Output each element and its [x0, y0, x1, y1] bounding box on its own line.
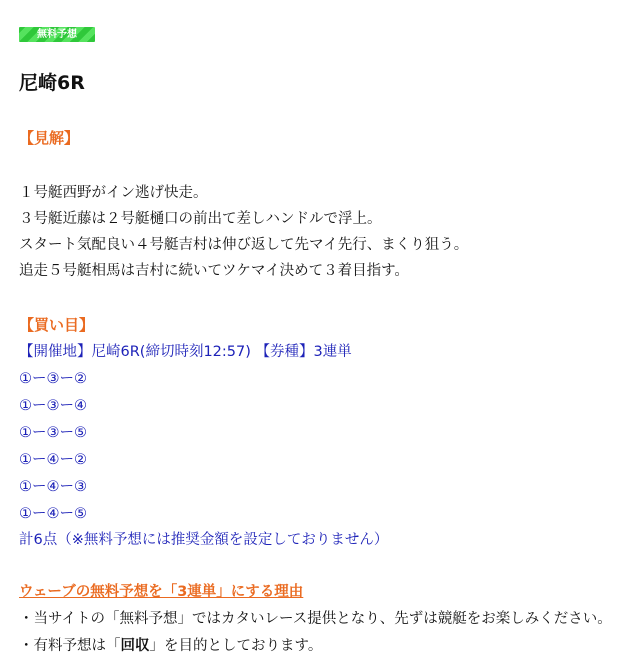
opinion-line: ３号艇近藤は２号艇樋口の前出て差しハンドルで浮上。 — [19, 211, 382, 227]
free-prediction-badge: 無料予想 — [19, 27, 95, 42]
opinion-line: 追走５号艇相馬は吉村に続いてツケマイ決めて３着目指す。 — [19, 263, 409, 279]
reason-line-bold: 回収 — [120, 638, 150, 654]
bet-combo: ①ー④ー③ — [19, 479, 87, 495]
bet-total: 計6点（※無料予想には推奨金額を設定しておりません） — [19, 532, 389, 548]
reason-link[interactable]: ウェーブの無料予想を「3連単」にする理由 — [19, 584, 304, 600]
reason-line — [19, 634, 322, 655]
bet-combo: ①ー③ー⑤ — [19, 425, 87, 441]
reason-line: ・当サイトの「無料予想」ではカタいレース提供となり、先ずは競艇をお楽しみください。 — [19, 611, 612, 627]
opinion-line: １号艇西野がイン逃げ快走。 — [19, 185, 208, 201]
opinion-line: スタート気配良い４号艇吉村は伸び返して先マイ先行、まくり狙う。 — [19, 237, 469, 253]
bets-heading: 【買い目】 — [19, 316, 95, 334]
reason-line-prefix: ・有料予想は「 — [19, 638, 121, 654]
bet-combo: ①ー③ー④ — [19, 398, 87, 414]
bet-info: 【開催地】尼崎6R(締切時刻12:57) 【券種】3連単 — [19, 344, 352, 360]
bet-combo: ①ー④ー② — [19, 452, 87, 468]
race-title: 尼崎6R — [19, 72, 85, 94]
opinion-heading: 【見解】 — [19, 129, 80, 147]
reason-line-suffix: 」を目的としております。 — [149, 638, 323, 654]
bet-combo: ①ー④ー⑤ — [19, 506, 87, 522]
bet-combo: ①ー③ー② — [19, 371, 87, 387]
